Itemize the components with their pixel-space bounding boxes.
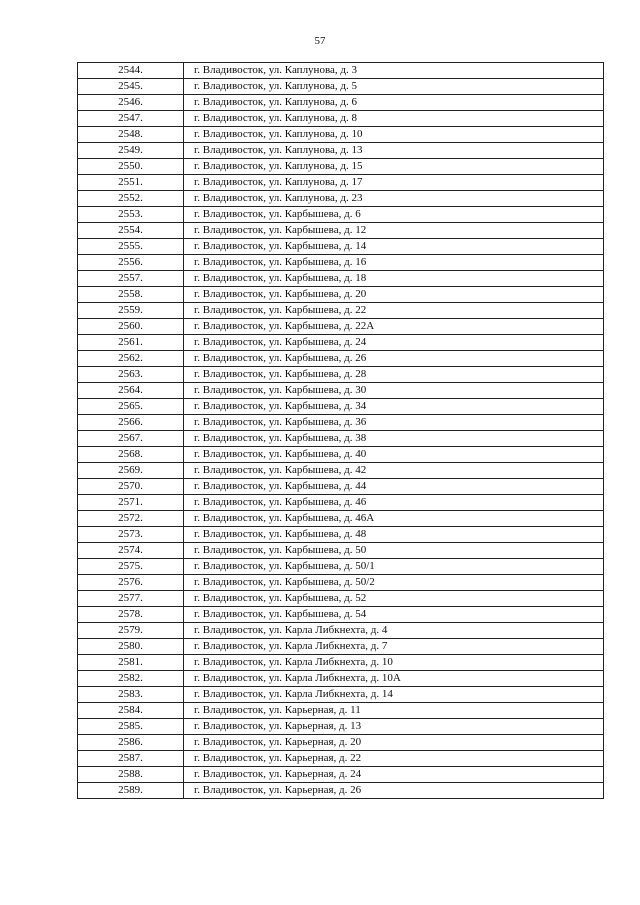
table-row (78, 367, 604, 383)
row-address: г. Владивосток, ул. Карьерная, д. 22 (184, 751, 604, 767)
row-number: 2586. (78, 735, 184, 751)
row-address: г. Владивосток, ул. Карьерная, д. 11 (184, 703, 604, 719)
row-number: 2550. (78, 159, 184, 175)
row-number: 2574. (78, 543, 184, 559)
table-row (78, 239, 604, 255)
row-address: г. Владивосток, ул. Каплунова, д. 10 (184, 127, 604, 143)
row-number: 2575. (78, 559, 184, 575)
row-address: г. Владивосток, ул. Каплунова, д. 23 (184, 191, 604, 207)
table-row (78, 463, 604, 479)
row-number: 2559. (78, 303, 184, 319)
table-row (78, 735, 604, 751)
row-number: 2563. (78, 367, 184, 383)
row-number: 2556. (78, 255, 184, 271)
table-row (78, 79, 604, 95)
row-number: 2555. (78, 239, 184, 255)
row-number: 2581. (78, 655, 184, 671)
table-row (78, 719, 604, 735)
row-number: 2568. (78, 447, 184, 463)
row-number: 2558. (78, 287, 184, 303)
table-row (78, 511, 604, 527)
table-row (78, 111, 604, 127)
table-row (78, 559, 604, 575)
table-row (78, 623, 604, 639)
row-address: г. Владивосток, ул. Карбышева, д. 24 (184, 335, 604, 351)
row-address: г. Владивосток, ул. Карбышева, д. 40 (184, 447, 604, 463)
row-number: 2547. (78, 111, 184, 127)
table-row (78, 319, 604, 335)
row-address: г. Владивосток, ул. Каплунова, д. 6 (184, 95, 604, 111)
row-address: г. Владивосток, ул. Карбышева, д. 6 (184, 207, 604, 223)
row-address: г. Владивосток, ул. Карбышева, д. 18 (184, 271, 604, 287)
row-address: г. Владивосток, ул. Карла Либкнехта, д. 10А (184, 671, 604, 687)
address-table-body (78, 63, 604, 799)
table-row (78, 415, 604, 431)
row-address: г. Владивосток, ул. Каплунова, д. 5 (184, 79, 604, 95)
row-number: 2564. (78, 383, 184, 399)
row-address: г. Владивосток, ул. Карбышева, д. 44 (184, 479, 604, 495)
address-table (77, 62, 604, 799)
row-number: 2587. (78, 751, 184, 767)
row-address: г. Владивосток, ул. Карбышева, д. 50/2 (184, 575, 604, 591)
row-number: 2551. (78, 175, 184, 191)
row-number: 2576. (78, 575, 184, 591)
row-address: г. Владивосток, ул. Карьерная, д. 24 (184, 767, 604, 783)
row-address: г. Владивосток, ул. Карбышева, д. 38 (184, 431, 604, 447)
row-address: г. Владивосток, ул. Карбышева, д. 42 (184, 463, 604, 479)
row-number: 2544. (78, 63, 184, 79)
row-number: 2579. (78, 623, 184, 639)
table-row (78, 207, 604, 223)
table-row (78, 223, 604, 239)
table-row (78, 383, 604, 399)
row-number: 2572. (78, 511, 184, 527)
row-number: 2569. (78, 463, 184, 479)
row-address: г. Владивосток, ул. Карла Либкнехта, д. 7 (184, 639, 604, 655)
table-row (78, 271, 604, 287)
table-row (78, 671, 604, 687)
table-row (78, 447, 604, 463)
row-number: 2557. (78, 271, 184, 287)
row-number: 2577. (78, 591, 184, 607)
table-row (78, 159, 604, 175)
row-number: 2566. (78, 415, 184, 431)
row-address: г. Владивосток, ул. Карла Либкнехта, д. 4 (184, 623, 604, 639)
row-number: 2554. (78, 223, 184, 239)
table-row (78, 655, 604, 671)
row-number: 2582. (78, 671, 184, 687)
row-address: г. Владивосток, ул. Карбышева, д. 46А (184, 511, 604, 527)
row-number: 2567. (78, 431, 184, 447)
row-number: 2583. (78, 687, 184, 703)
row-number: 2562. (78, 351, 184, 367)
row-number: 2570. (78, 479, 184, 495)
row-number: 2549. (78, 143, 184, 159)
table-row (78, 767, 604, 783)
row-address: г. Владивосток, ул. Карбышева, д. 50/1 (184, 559, 604, 575)
row-address: г. Владивосток, ул. Каплунова, д. 13 (184, 143, 604, 159)
row-address: г. Владивосток, ул. Карьерная, д. 26 (184, 783, 604, 799)
table-row (78, 543, 604, 559)
row-address: г. Владивосток, ул. Карбышева, д. 26 (184, 351, 604, 367)
row-address: г. Владивосток, ул. Карбышева, д. 36 (184, 415, 604, 431)
row-number: 2545. (78, 79, 184, 95)
row-address: г. Владивосток, ул. Каплунова, д. 8 (184, 111, 604, 127)
row-number: 2552. (78, 191, 184, 207)
row-number: 2561. (78, 335, 184, 351)
row-number: 2565. (78, 399, 184, 415)
row-number: 2546. (78, 95, 184, 111)
table-row (78, 479, 604, 495)
row-address: г. Владивосток, ул. Каплунова, д. 3 (184, 63, 604, 79)
table-row (78, 127, 604, 143)
table-row (78, 639, 604, 655)
table-row (78, 431, 604, 447)
page-number: 57 (314, 35, 326, 47)
table-row (78, 687, 604, 703)
row-address: г. Владивосток, ул. Карла Либкнехта, д. 14 (184, 687, 604, 703)
table-row (78, 575, 604, 591)
table-row (78, 191, 604, 207)
row-address: г. Владивосток, ул. Карбышева, д. 28 (184, 367, 604, 383)
table-row (78, 607, 604, 623)
row-address: г. Владивосток, ул. Карбышева, д. 52 (184, 591, 604, 607)
row-number: 2573. (78, 527, 184, 543)
table-row (78, 591, 604, 607)
row-number: 2571. (78, 495, 184, 511)
table-row (78, 527, 604, 543)
table-row (78, 255, 604, 271)
table-row (78, 751, 604, 767)
table-row (78, 351, 604, 367)
row-address: г. Владивосток, ул. Карла Либкнехта, д. 10 (184, 655, 604, 671)
row-address: г. Владивосток, ул. Каплунова, д. 15 (184, 159, 604, 175)
table-row (78, 703, 604, 719)
table-row (78, 303, 604, 319)
table-row (78, 495, 604, 511)
row-address: г. Владивосток, ул. Карбышева, д. 22А (184, 319, 604, 335)
row-number: 2588. (78, 767, 184, 783)
row-number: 2548. (78, 127, 184, 143)
table-row (78, 287, 604, 303)
row-address: г. Владивосток, ул. Карбышева, д. 50 (184, 543, 604, 559)
row-address: г. Владивосток, ул. Карбышева, д. 48 (184, 527, 604, 543)
table-row (78, 335, 604, 351)
row-number: 2560. (78, 319, 184, 335)
row-address: г. Владивосток, ул. Карьерная, д. 20 (184, 735, 604, 751)
row-address: г. Владивосток, ул. Карбышева, д. 46 (184, 495, 604, 511)
row-number: 2578. (78, 607, 184, 623)
row-address: г. Владивосток, ул. Карбышева, д. 16 (184, 255, 604, 271)
row-number: 2589. (78, 783, 184, 799)
row-number: 2584. (78, 703, 184, 719)
table-row (78, 143, 604, 159)
table-row (78, 63, 604, 79)
row-address: г. Владивосток, ул. Карбышева, д. 30 (184, 383, 604, 399)
row-address: г. Владивосток, ул. Карбышева, д. 14 (184, 239, 604, 255)
table-row (78, 175, 604, 191)
row-address: г. Владивосток, ул. Карбышева, д. 12 (184, 223, 604, 239)
row-address: г. Владивосток, ул. Карбышева, д. 54 (184, 607, 604, 623)
table-row (78, 399, 604, 415)
row-address: г. Владивосток, ул. Карбышева, д. 20 (184, 287, 604, 303)
table-row (78, 783, 604, 799)
row-address: г. Владивосток, ул. Карьерная, д. 13 (184, 719, 604, 735)
row-number: 2585. (78, 719, 184, 735)
row-number: 2553. (78, 207, 184, 223)
row-address: г. Владивосток, ул. Каплунова, д. 17 (184, 175, 604, 191)
row-address: г. Владивосток, ул. Карбышева, д. 22 (184, 303, 604, 319)
row-number: 2580. (78, 639, 184, 655)
table-row (78, 95, 604, 111)
row-address: г. Владивосток, ул. Карбышева, д. 34 (184, 399, 604, 415)
